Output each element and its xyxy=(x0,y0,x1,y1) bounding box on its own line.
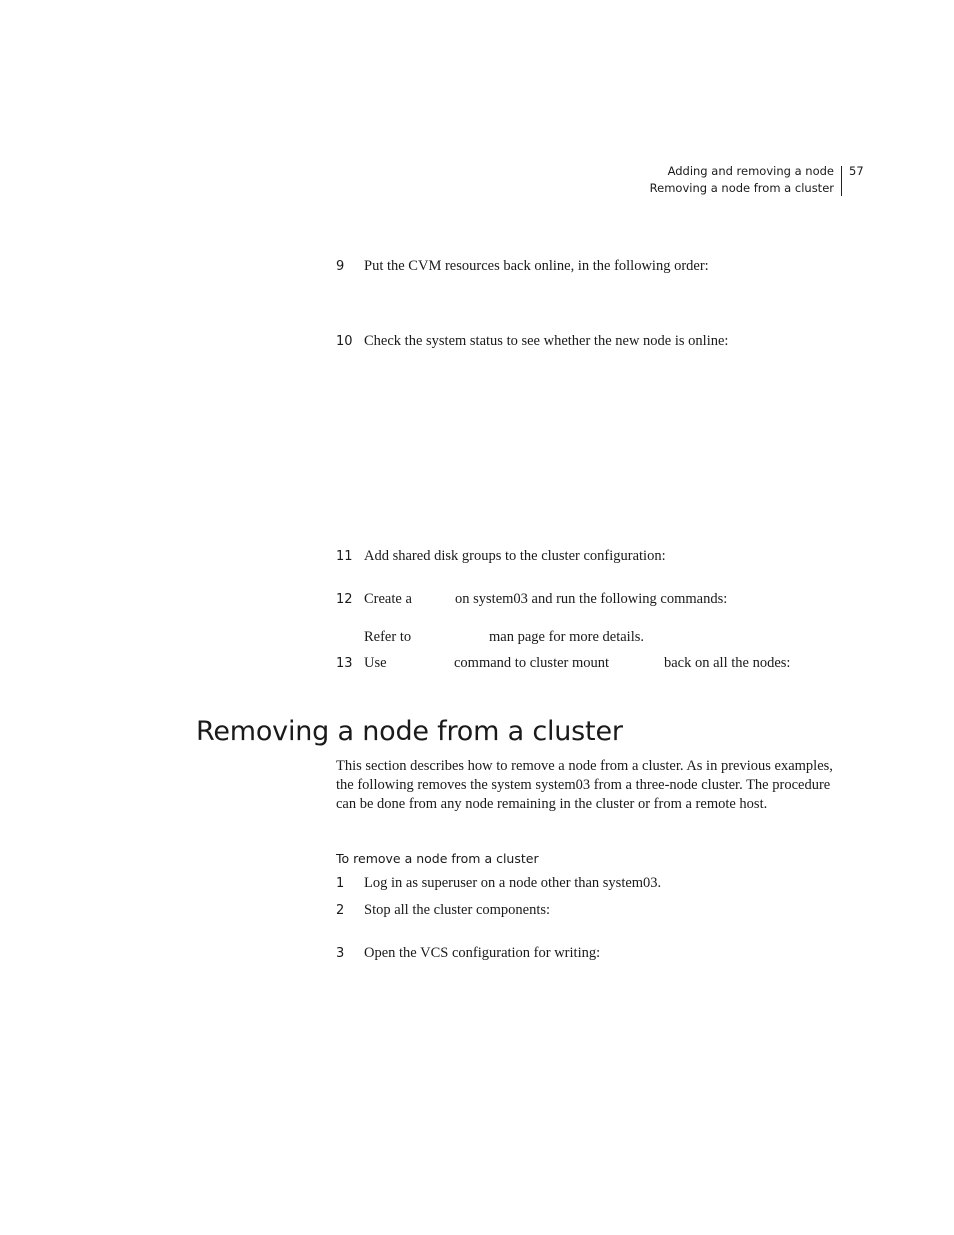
step-text: Open the VCS configuration for writing: xyxy=(364,945,601,961)
procedure-title: To remove a node from a cluster xyxy=(336,851,539,866)
step-text: Create a xyxy=(364,591,412,607)
page-number: 57 xyxy=(849,164,864,178)
running-header-chapter: Adding and removing a node xyxy=(667,164,834,178)
step-text: Put the CVM resources back online, in the following order: xyxy=(364,258,709,274)
running-header xyxy=(650,163,834,196)
step-text: Use xyxy=(364,655,387,671)
step-text: Add shared disk groups to the cluster configuration: xyxy=(364,548,666,564)
step-text: back on all the nodes: xyxy=(664,655,791,671)
step-text: command to cluster mount xyxy=(454,655,610,671)
step-note: Refer to xyxy=(364,629,412,645)
step-number: 11 xyxy=(336,549,353,564)
step-number: 12 xyxy=(336,592,353,607)
section-intro-paragraph: This section describes how to remove a node from a cluster. As in previous examples, the following removes the system system03 from a three-node cluster. The procedure can be done from any node remaining in the cluster or from a remote host. xyxy=(336,758,833,812)
step-text: Log in as superuser on a node other than system03. xyxy=(364,875,662,891)
step-number: 1 xyxy=(336,876,345,891)
step-text: Check the system status to see whether the new node is online: xyxy=(364,333,729,349)
section-heading: Removing a node from a cluster xyxy=(196,716,623,747)
step-text: Stop all the cluster components: xyxy=(364,902,551,918)
step-number: 2 xyxy=(336,903,345,918)
step-note: man page for more details. xyxy=(489,629,645,645)
step-text: on system03 and run the following commands: xyxy=(455,591,728,607)
step-number: 13 xyxy=(336,656,353,671)
running-header-divider xyxy=(841,166,842,196)
step-number: 9 xyxy=(336,259,345,274)
step-number: 10 xyxy=(336,334,353,349)
step-number: 3 xyxy=(336,946,345,961)
running-header-section: Removing a node from a cluster xyxy=(649,180,834,195)
